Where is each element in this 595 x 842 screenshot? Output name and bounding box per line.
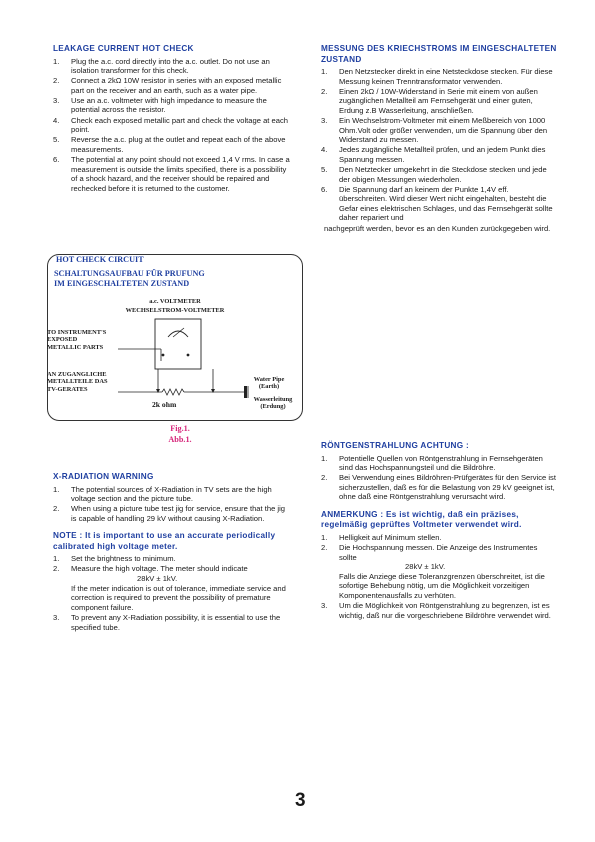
figure-caption-en: Fig.1. bbox=[170, 424, 190, 433]
xray-en-title: X-RADIATION WARNING bbox=[53, 472, 154, 481]
diagram-title-de-2: IM EINGESCHALTETEN ZUSTAND bbox=[54, 279, 190, 288]
list-item: 3. Um die Möglichkeit von Röntgenstrahlung zu begrenzen, ist es wichtig, daß nur die vorgeschriebene Bildröhre verwendet wird. bbox=[321, 601, 551, 620]
list-item: 1. Den Netzstecker direkt in eine Netsteckdose stecken. Für diese Messung keinen Trenntransformator verwenden. bbox=[321, 67, 553, 86]
list-item: 2. Einen 2kΩ / 10W-Widerstand in Serie mit einem von außen zugänglichen Metallteil am Fernsehgerät und einer guten, Erdung z.B Wasserleitung, anschließen. bbox=[321, 86, 538, 115]
list-item: 1. Set the brightness to minimum. bbox=[53, 554, 176, 564]
list-item: 1. Potentielle Quellen von Röntgenstrahlung in Fernsehgeräten sind das Hochspannungsteil und die Bildröhre. bbox=[321, 453, 543, 473]
figure-caption-de: Abb.1. bbox=[168, 435, 192, 444]
diagram-title-de-1: SCHALTUNGSAUFBAU FÜR PRUFUNG bbox=[54, 269, 205, 278]
list-item: 3. Ein Wechselstrom-Voltmeter mit einem Meßbereich von 1000 Ohm.Volt oder größer verwenden, um die Spannung über den Widerstand zu messen. bbox=[321, 115, 548, 145]
voltmeter-dial-icon bbox=[168, 331, 188, 337]
voltmeter-label-en: a.c. VOLTMETER bbox=[149, 298, 201, 305]
leakage-de-title: MESSUNG DES KRIECHSTROMS IM EINGESCHALTETEN ZUSTAND bbox=[321, 44, 557, 64]
list-item: 5. Den Netztecker umgekehrt in die Steckdose stecken und jede der obigen Messungen wiederholen. bbox=[321, 164, 547, 184]
list-item: 2. When using a picture tube test jig for service, ensure that the jig is capable of handling 29 kV without causing X-Radiation. bbox=[53, 504, 286, 523]
note-de-list bbox=[321, 533, 557, 620]
xray-de-section bbox=[321, 441, 557, 621]
note-de-hv-value: 28kV ± 1kV. bbox=[405, 562, 446, 572]
exposed-parts-label-en: TO INSTRUMENT'S EXPOSED METALLIC PARTS bbox=[47, 329, 107, 351]
resistor-label: 2k ohm bbox=[152, 400, 177, 409]
xray-de-title: RÖNTGENSTRAHLUNG ACHTUNG : bbox=[321, 441, 470, 450]
terminal-right bbox=[187, 354, 190, 357]
leakage-de-section bbox=[321, 44, 557, 233]
water-pipe-label-en: Water Pipe (Earth) bbox=[253, 376, 285, 391]
list-item: 1. The potential sources of X-Radiation in TV sets are the high voltage section and the picture tube. bbox=[53, 484, 272, 504]
list-item: 6. Die Spannung darf an keinem der Punkte 1,4V eff. überschreiten. Wird dieser Wert nicht eingehalten, besteht die Gefar eines elektrischen Schlages, und das Fernsehgerät sollte daher repariert und bbox=[321, 184, 553, 223]
page-number: 3 bbox=[295, 790, 306, 811]
note-en-title: NOTE : It is important to use an accurate periodically calibrated high voltage meter. bbox=[53, 531, 276, 551]
leakage-en-title: LEAKAGE CURRENT HOT CHECK bbox=[53, 44, 194, 53]
note-de-title: ANMERKUNG : Es ist wichtig, daß ein präzises, regelmäßig geprüftes Voltmeter verwendet wird. bbox=[321, 509, 522, 530]
list-item: 4. Jedes zugängliche Metallteil prüfen, und an jedem Punkt dies Spannung messen. bbox=[321, 145, 546, 164]
water-pipe-label-de: Wasserleitung (Erdung) bbox=[253, 396, 293, 411]
leakage-de-list bbox=[321, 67, 557, 223]
list-item: 2. Connect a 2kΩ 10W resistor in series with an exposed metallic part on the receiver and an earth, such as a water pipe. bbox=[53, 76, 282, 95]
list-item: 1. Plug the a.c. cord directly into the a.c. outlet. Do not use an isolation transformer for this check. bbox=[53, 56, 270, 76]
xray-en-section bbox=[53, 472, 291, 633]
list-item: 4. Check each exposed metallic part and check the voltage at each point. bbox=[53, 115, 288, 135]
exposed-parts-label-de: AN ZUGANGLICHE METALLTEILE DAS TV-GERATES bbox=[47, 371, 108, 393]
note-en-hv-value: 28kV ± 1kV. bbox=[137, 574, 178, 584]
list-item: 3. To prevent any X-Radiation possibility, it is essential to use the specified tube. bbox=[53, 612, 281, 632]
list-item: 1. Helligkeit auf Minimum stellen. bbox=[321, 532, 442, 542]
terminal-left bbox=[162, 354, 165, 357]
xray-en-list bbox=[53, 485, 291, 524]
diagram-title-en: HOT CHECK CIRCUIT bbox=[56, 255, 144, 264]
leakage-de-tail: nachgeprüft werden, bevor es an den Kunden zurückgegeben wird. bbox=[324, 223, 551, 233]
voltmeter-label-de: WECHSELSTROM-VOLTMETER bbox=[125, 307, 225, 314]
resistor-symbol bbox=[162, 389, 184, 395]
list-item: 6. The potential at any point should not exceed 1,4 V rms. In case a measurement is outside the limits specified, there is a possibility of a shock hazard, and the receiver should be repaired and rechecked before it is returned to the customer. bbox=[53, 154, 290, 193]
note-en-list bbox=[53, 554, 291, 632]
list-item: 2. Die Hochspannung messen. Die Anzeige des Instrumentes sollte 28kV ± 1kV. Falls die Anziege diese Toleranzgrenzen überschreitet, ist die sofortige Behebung nötig, um die Möglichkeit vorzeitigen Komponentenausfalls zu verhüten. bbox=[321, 543, 557, 601]
voltmeter-box bbox=[155, 319, 201, 369]
hot-check-circuit-diagram bbox=[47, 254, 303, 421]
leakage-en-section bbox=[53, 44, 291, 194]
water-pipe-icon bbox=[244, 386, 247, 398]
list-item: 3. Use an a.c. voltmeter with high impedance to measure the potential across the resistor. bbox=[53, 95, 267, 115]
circuit-schematic bbox=[48, 255, 302, 420]
leakage-en-list bbox=[53, 57, 291, 194]
list-item: 2. Bei Verwendung eines Bildröhren-Prüfgerätes für den Service ist sicherzustellen, daß es für die Belastung von 29 kV geeignet ist, ohne daß eine Röntgenstrahlung verursacht wird. bbox=[321, 473, 556, 502]
list-item: 5. Reverse the a.c. plug at the outlet and repeat each of the above measurements. bbox=[53, 135, 286, 154]
list-item: 2. Measure the high voltage. The meter should indicate 28kV ± 1kV. If the meter indication is out of tolerance, immediate service and correction is required to prevent the possibility of premature component failure. bbox=[53, 564, 291, 612]
xray-de-list bbox=[321, 454, 557, 502]
